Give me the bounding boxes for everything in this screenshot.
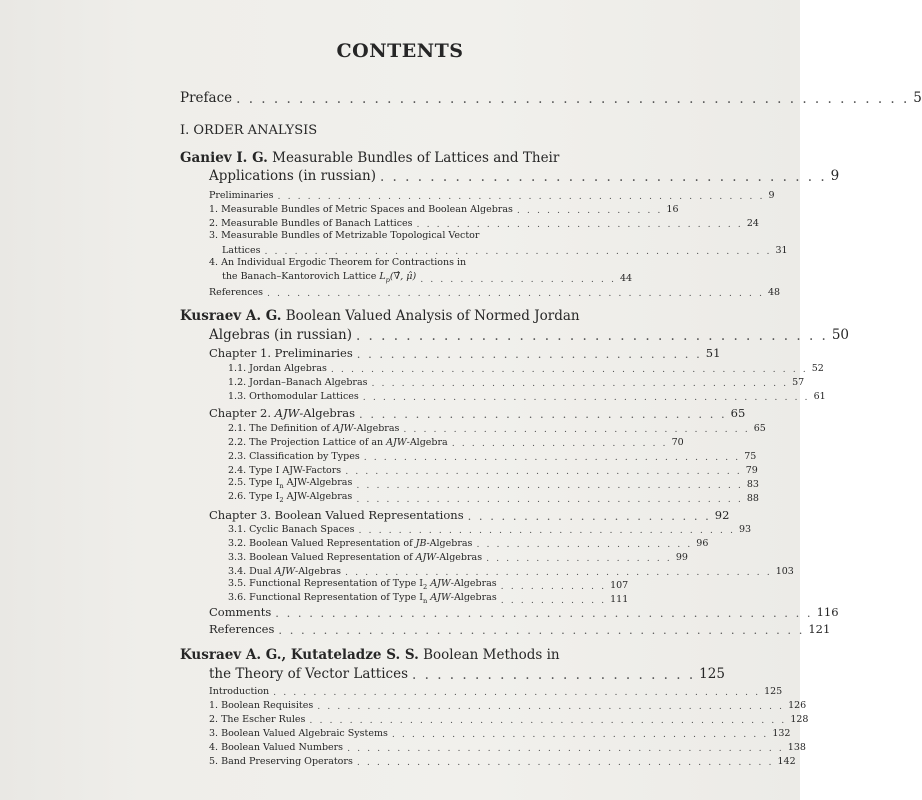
entry-page: 5	[913, 90, 922, 106]
item-page: 70	[671, 437, 684, 448]
item-page: 79	[745, 465, 758, 476]
leader-dots: . . . . . . . . . . .	[500, 580, 607, 592]
toc-item	[228, 522, 752, 536]
label-pre: 2.6. Type I	[228, 491, 280, 503]
item-page: 103	[775, 566, 794, 577]
chapter-page: 116	[816, 605, 839, 619]
chapter-label: References	[209, 622, 275, 636]
leader-dots: . . . . . . . . . . . . . . . . . . . . . . . . . . . . . . . . . . . . . . . . . . . . . . .	[317, 700, 785, 712]
section-heading: I. ORDER ANALYSIS	[180, 123, 318, 138]
leader-dots: . . . . . . . . . . . . . . . . . . . . . . . . . . . . . . . . . . . . . . . .	[345, 465, 742, 477]
toc-item	[228, 421, 766, 435]
chapter-label: Comments	[209, 605, 272, 619]
leader-dots: . . . . . . . . . . . . . . . . . . . . . . . . . . . . . . . . . . .	[403, 423, 750, 435]
label-italic: AJW	[332, 423, 354, 434]
item-page: 9	[768, 190, 775, 201]
article-heading-line2	[209, 325, 850, 344]
item-label	[228, 538, 472, 549]
toc-item	[228, 578, 628, 591]
leader-dots: . . . . . . . . . . . . . . . . . . . . . . . . . . . . . . . . . . . . . . . . . . . . . . . . .	[277, 190, 765, 202]
item-label: Preliminaries	[209, 190, 274, 201]
item-label	[228, 566, 341, 577]
item-page: 57	[792, 377, 805, 388]
leader-dots: . . . . . . . . . . . . . . . . . . . . . . .	[412, 666, 696, 683]
leader-dots: . . . . . . . . . . . . . . . . . . . . . . . . . . . . . . . . . . . .	[379, 168, 827, 185]
chapter-entry	[209, 621, 831, 637]
toc-item	[209, 188, 775, 202]
entry-label: Preface	[180, 90, 233, 106]
item-label: 1.2. Jordan–Banach Algebras	[228, 377, 368, 388]
item-page: 99	[675, 552, 688, 563]
item-page: 44	[619, 273, 633, 284]
article-title: Measurable Bundles of Lattices and Their	[267, 150, 560, 166]
chapter-page: 65	[730, 406, 746, 420]
chapter-label	[209, 406, 355, 420]
article-page: 125	[699, 666, 725, 682]
toc-item	[209, 726, 791, 740]
item-page: 83	[746, 479, 759, 490]
leader-dots: . . . . . . . . . . . . . . . . . . . . . . . . . . . . . . . . . . . . . .	[363, 451, 741, 463]
leader-dots: . . . . . . . . . . . . . . . . . . . . . . . . . . . . . . . . . . . . . . . . . . . . . . . .	[275, 605, 813, 620]
leader-dots: . . . . . . . . . . . . . . . . . . . . . . . . . . . . . . . . . . . . . .	[391, 728, 769, 740]
leader-dots: . . . . . . . . . . . . . . . . . . . . . . . . . . . . . . . . . . . . . . . . . .	[371, 377, 789, 389]
chapter-label: Chapter 1. Preliminaries	[209, 346, 353, 360]
leader-dots: . . . . . . . . . . . . . . . . . . . . . . . . . . . . . . . . . . . . . . . . . . . . . . . . . .	[267, 287, 764, 299]
label-subscript: n	[279, 482, 284, 490]
article-heading-line1	[180, 150, 559, 166]
label-pre: 3.5. Functional Representation of Type I	[228, 578, 423, 590]
item-label	[228, 491, 352, 504]
leader-dots: . . . . . . . . . . . . . . . . . . . . . . . . . . . . . . . . . . . . . .	[355, 327, 828, 344]
item-label: References	[209, 287, 264, 298]
item-label	[228, 437, 448, 448]
leader-dots: . . . . . . . . . . . . . . . . . . . . . . . . . . . . . . . . . . . . . . . . . . . . . . . . . . . . . .	[236, 90, 910, 107]
label-pre: 3.2. Boolean Valued Representation of	[228, 538, 416, 549]
item-page: 128	[790, 714, 809, 725]
item-label: 1.3. Orthomodular Lattices	[228, 391, 359, 402]
item-label: 1.1. Jordan Algebras	[228, 363, 327, 374]
item-page: 88	[746, 493, 759, 504]
toc-item	[209, 754, 796, 768]
label-post: -Algebras	[295, 566, 342, 577]
leader-dots: . . . . . . . . . . . . . . . . . . . . . . . . . . . . . . . . . . . . . .	[358, 524, 735, 536]
toc-item	[209, 202, 679, 216]
item-label: 3. Boolean Valued Algebraic Systems	[209, 728, 388, 739]
item-label	[228, 578, 497, 591]
item-page: 125	[764, 686, 783, 697]
label-post: -Algebra	[406, 437, 448, 448]
leader-dots: . . . . . . . . . . . . . . . . . . . . . . . . . . . . . . . . . . . . . . . . . . .	[345, 566, 772, 578]
item-label: 2.4. Type I AJW-Factors	[228, 465, 342, 476]
leader-dots: . . . . . . . . . . . . . . . . . . . . . .	[476, 538, 693, 550]
chapter-page: 92	[714, 508, 730, 522]
item-label: 2. The Escher Rules	[209, 714, 306, 725]
leader-dots: . . . . . . . . . . . . . . . . . . . . . . . . . . . . . . . . .	[359, 406, 727, 421]
toc-item	[209, 740, 806, 754]
item-page: 96	[696, 538, 709, 549]
item-label	[228, 552, 482, 563]
item-page: 111	[610, 594, 629, 605]
chapter-label-pre: Chapter 2.	[209, 406, 275, 420]
item-page: 132	[772, 728, 791, 739]
leader-dots: . . . . . . . . . . . . . . . . . . . . . . . . . . . . . . . . . . . . . . .	[356, 479, 743, 491]
toc-item	[209, 712, 809, 726]
article-author: Ganiev I. G.	[180, 150, 268, 166]
math-lattice: $L_p(\nablâ$, μ̂)	[379, 271, 417, 284]
leader-dots: . . . . . . . . . . . . . . . . . . . . . . . . . . . . . . . . . . . . . . . . . . . . . . . .	[309, 714, 787, 726]
article-page: 9	[830, 168, 840, 184]
toc-item	[228, 435, 684, 449]
item-label-text: the Banach–Kantorovich Lattice	[222, 271, 380, 283]
article-title: Boolean Valued Analysis of Normed Jordan	[281, 308, 580, 324]
page-title: CONTENTS	[336, 40, 464, 62]
article-title: Boolean Methods in	[418, 647, 560, 663]
toc-item	[228, 375, 805, 389]
toc-item	[209, 216, 759, 230]
label-italic: AJW	[274, 566, 296, 577]
toc-item	[222, 270, 633, 285]
item-page: 52	[811, 363, 824, 374]
label-pre: 3.4. Dual	[228, 566, 275, 577]
leader-dots: . . . . . . . . . . . . . . . . . . . . . . . . . . . . . . . . . . . . . . . . . . . . . . .	[278, 622, 805, 637]
label-italic: AJW	[415, 552, 437, 563]
article-page: 50	[831, 327, 850, 343]
article-heading-line2	[209, 166, 840, 185]
item-page: 126	[788, 700, 807, 711]
label-subscript: n	[422, 597, 428, 605]
item-page: 75	[744, 451, 757, 462]
leader-dots: . . . . . . . . . . . . . . . . . . . . . . . . . . . . . . . . . . . . . . .	[356, 493, 743, 505]
article-title-cont: Algebras (in russian)	[209, 327, 352, 343]
item-page: 61	[813, 391, 826, 402]
label-italic: AJW	[430, 578, 451, 590]
item-label: 4. Boolean Valued Numbers	[209, 742, 344, 753]
toc-entry-preface	[180, 88, 922, 107]
article-heading-line1	[180, 647, 560, 663]
toc-item	[222, 243, 788, 257]
toc-item	[228, 536, 709, 550]
label-post: AJW-Algebras	[283, 491, 353, 503]
item-label: 2.3. Classification by Types	[228, 451, 360, 462]
item-page: 65	[753, 423, 766, 434]
article-title-cont: Applications (in russian)	[209, 168, 376, 184]
leader-dots: . . . . . . . . . . . . . . . . . . . . . . . . . . . . . . . . . . . . . . . . . . . . . . . . .	[273, 686, 761, 698]
chapter-label-post: -Algebras	[299, 406, 356, 420]
item-page: 16	[666, 204, 679, 215]
toc-item	[228, 477, 759, 491]
label-post: AJW-Algebras	[283, 477, 353, 489]
item-label: 5. Band Preserving Operators	[209, 756, 353, 767]
label-post: -Algebras	[450, 578, 497, 590]
toc-item	[228, 389, 826, 403]
chapter-label-italic: AJW	[274, 406, 300, 420]
label-post: -Algebras	[450, 592, 497, 604]
leader-dots: . . . . . . . . . . . . . . . . . . . . . . . . . . . . . . . . .	[416, 218, 743, 230]
toc-item	[209, 684, 783, 698]
chapter-entry	[209, 405, 746, 421]
item-label: 3.1. Cyclic Banach Spaces	[228, 524, 355, 535]
toc-item: 3. Measurable Bundles of Metrizable Topological Vector	[209, 230, 480, 241]
item-page: 138	[787, 742, 806, 753]
label-post: -Algebras	[353, 423, 400, 434]
label-subscript: 2	[422, 583, 428, 591]
label-pre: 2.2. The Projection Lattice of an	[228, 437, 387, 448]
toc-item	[228, 491, 759, 505]
article-heading-line2	[209, 664, 725, 683]
article-author: Kusraev A. G.	[180, 308, 282, 324]
leader-dots: . . . . . . . . . . . . . . . . . . . . . .	[451, 437, 668, 449]
toc-item: 4. An Individual Ergodic Theorem for Contractions in	[209, 257, 467, 268]
leader-dots: . . . . . . . . . . .	[500, 594, 607, 606]
leader-dots: . . . . . . . . . . . . . . . . . . . . . . . . . . . . . . . . . . . . . . . . . . . . .	[362, 391, 810, 403]
toc-item	[209, 285, 781, 299]
item-page: 48	[767, 287, 781, 298]
leader-dots: . . . . . . . . . . . . . . . . . . . . . . . . . . . . . . . . . . . . . . . . . . . .	[347, 742, 784, 754]
toc-item	[228, 361, 824, 375]
article-title-cont: the Theory of Vector Lattices	[209, 666, 409, 682]
item-page: 31	[775, 245, 788, 256]
leader-dots: . . . . . . . . . . . . . . . . . . . . . .	[467, 508, 711, 523]
chapter-page: 121	[808, 622, 831, 636]
item-label: Introduction	[209, 686, 270, 697]
label-subscript: 2	[279, 496, 284, 504]
leader-dots: . . . . . . . . . . . . . . . . . . . . . . . . . . . . . . . . . . . . . . . . . .	[356, 756, 774, 768]
leader-dots: . . . . . . . . . . . . . . . . . . . . . . . . . . . . . . . . . . . . . . . . . . . . . . . . . . .	[264, 245, 772, 257]
chapter-entry	[209, 604, 839, 620]
item-label: 1. Measurable Bundles of Metric Spaces and Boolean Algebras	[209, 204, 513, 215]
item-page: 142	[777, 756, 796, 767]
label-pre: 3.6. Functional Representation of Type I	[228, 592, 423, 604]
leader-dots: . . . . . . . . . . . . . . .	[516, 204, 663, 216]
leader-dots: . . . . . . . . . . . . . . . . . . . .	[420, 273, 616, 285]
toc-item	[228, 550, 688, 564]
article-heading-line1	[180, 308, 580, 324]
item-label	[228, 423, 399, 434]
label-pre: 3.3. Boolean Valued Representation of	[228, 552, 416, 563]
label-pre: 2.5. Type I	[228, 477, 280, 489]
toc-item	[228, 463, 758, 477]
item-label: Lattices	[222, 245, 261, 256]
item-page: 93	[738, 524, 752, 535]
chapter-label: Chapter 3. Boolean Valued Representations	[209, 508, 464, 522]
article-author: Kusraev A. G., Kutateladze S. S.	[180, 647, 419, 663]
item-page: 107	[610, 580, 629, 591]
item-label: 2. Measurable Bundles of Banach Lattices	[209, 218, 413, 229]
chapter-page: 51	[705, 346, 721, 360]
toc-item	[209, 698, 807, 712]
label-pre: 2.1. The Definition of	[228, 423, 333, 434]
item-page: 24	[746, 218, 759, 229]
item-label: 1. Boolean Requisites	[209, 700, 314, 711]
label-italic: AJW	[386, 437, 407, 448]
leader-dots: . . . . . . . . . . . . . . . . . . .	[486, 552, 672, 564]
label-italic: JB	[415, 538, 427, 549]
toc-item	[228, 564, 794, 578]
label-post: -Algebras	[426, 538, 473, 549]
item-label	[222, 271, 416, 284]
leader-dots: . . . . . . . . . . . . . . . . . . . . . . . . . . . . . . .	[356, 346, 702, 361]
label-italic: AJW	[430, 592, 451, 604]
chapter-entry	[209, 345, 721, 361]
leader-dots: . . . . . . . . . . . . . . . . . . . . . . . . . . . . . . . . . . . . . . . . . . . . . . . .	[330, 363, 808, 375]
label-post: -Algebras	[436, 552, 483, 563]
item-label	[228, 477, 352, 490]
chapter-entry	[209, 507, 730, 523]
toc-item	[228, 449, 757, 463]
